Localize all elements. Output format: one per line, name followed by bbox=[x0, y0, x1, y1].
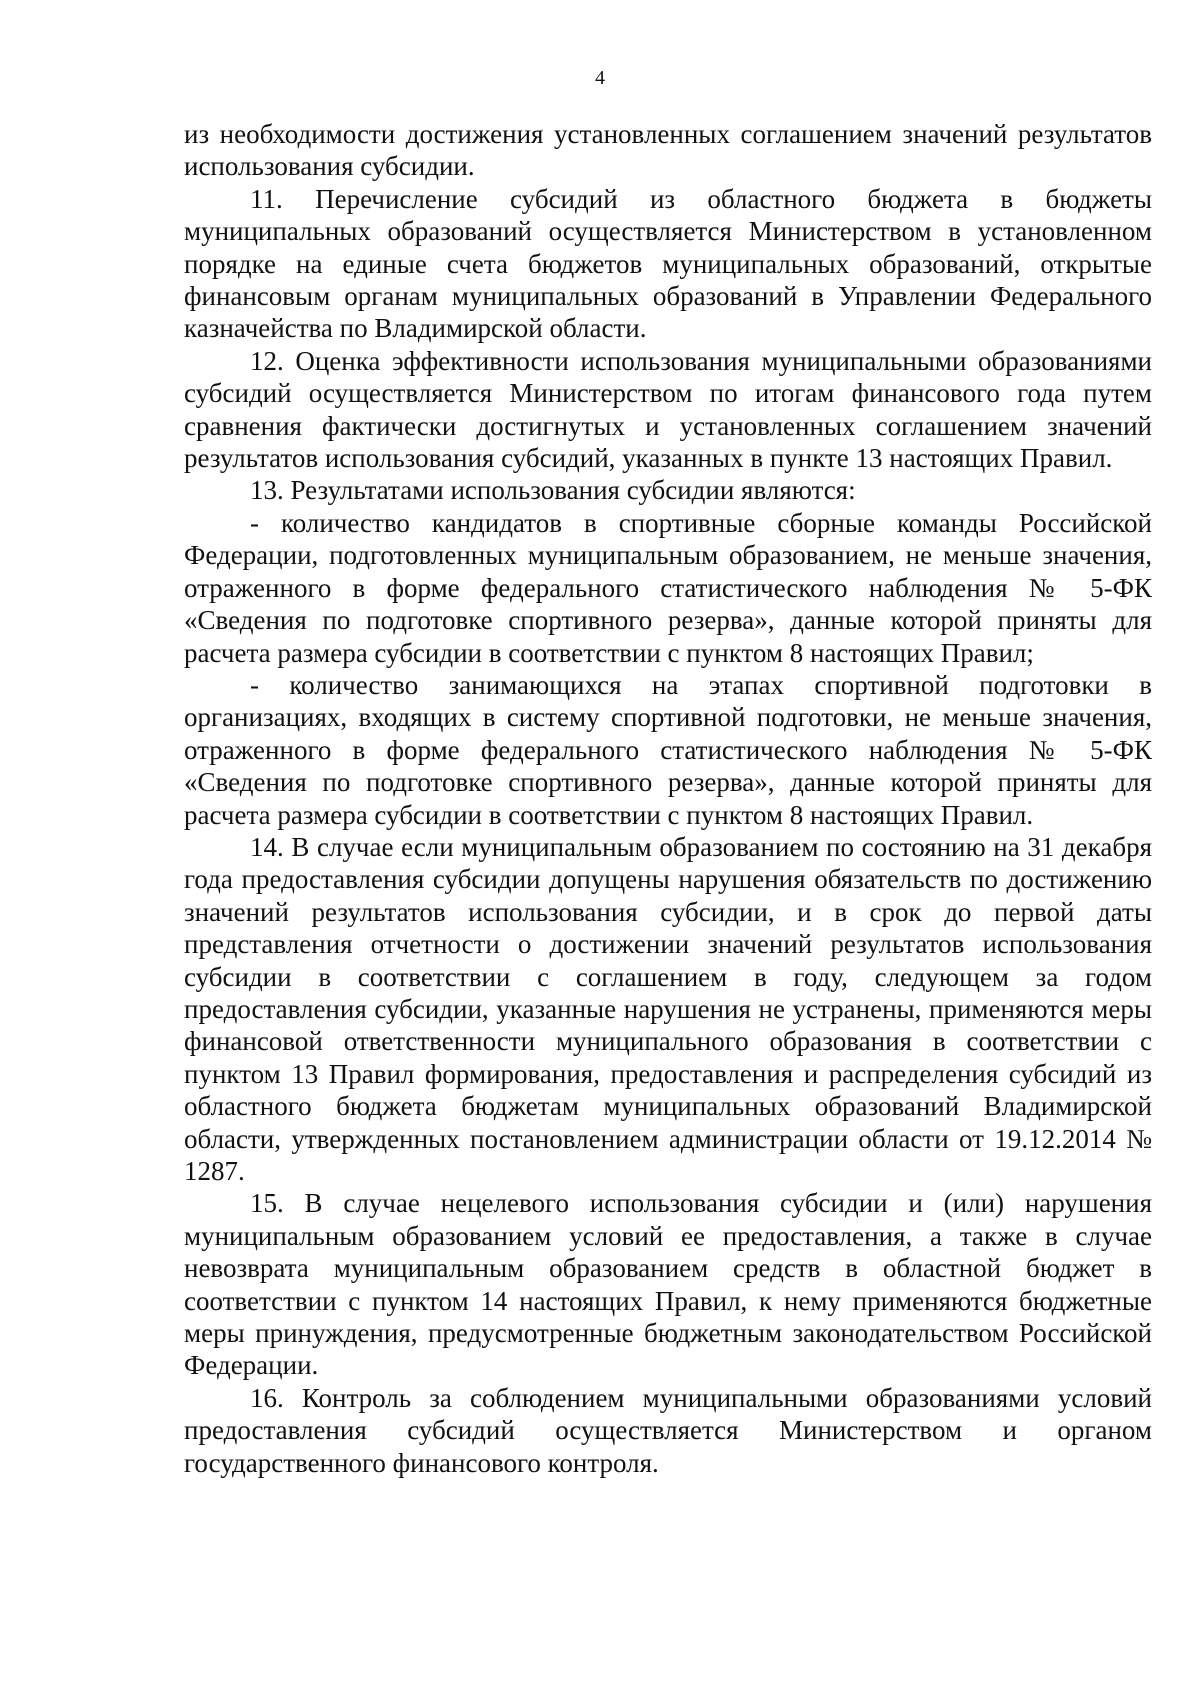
paragraph-11: 11. Перечисление субсидий из областного бюджета в бюджеты муниципальных образований осуществляется Министерством в установленном порядке на единые счета бюджетов муниципальных образований, открытые финансовым органам муниципальных образований в Управлении Федерального казначейства по Владимирской области. bbox=[184, 183, 1152, 344]
paragraph-12: 12. Оценка эффективности использования муниципальными образованиями субсидий осуществляется Министерством по итогам финансового года путем сравнения фактически достигнутых и установленных соглашением значений результатов использования субсидий, указанных в пункте 13 настоящих Правил. bbox=[184, 345, 1152, 474]
paragraph-14: 14. В случае если муниципальным образованием по состоянию на 31 декабря года предоставления субсидии допущены нарушения обязательств по достижению значений результатов использования субсидии, и в срок до первой даты представления отчетности о достижении значений результатов использования субсидии в соответствии с соглашением в году, следующем за годом предоставления субсидии, указанные нарушения не устранены, применяются меры финансовой ответственности муниципального образования в соответствии с пунктом 13 Правил формирования, предоставления и распределения субсидий из областного бюджета бюджетам муниципальных образований Владимирской области, утвержденных постановлением администрации области от 19.12.2014 № 1287. bbox=[184, 831, 1152, 1186]
paragraph-13-item-1: - количество кандидатов в спортивные сборные команды Российской Федерации, подготовленных муниципальным образованием, не меньше значения, отраженного в форме федерального статистического наблюдения № 5-ФК «Сведения по подготовке спортивного резерва», данные которой приняты для расчета размера субсидии в соответствии с пунктом 8 настоящих Правил; bbox=[184, 507, 1152, 668]
page-number: 4 bbox=[595, 67, 605, 89]
document-body bbox=[184, 118, 1152, 1479]
paragraph-continuation: из необходимости достижения установленных соглашением значений результатов использования субсидии. bbox=[184, 119, 1152, 182]
paragraph-13: 13. Результатами использования субсидии являются: bbox=[250, 475, 856, 506]
paragraph-13-item-2: - количество занимающихся на этапах спортивной подготовки в организациях, входящих в систему спортивной подготовки, не меньше значения, отраженного в форме федерального статистического наблюдения № 5-ФК «Сведения по подготовке спортивного резерва», данные которой приняты для расчета размера субсидии в соответствии с пунктом 8 настоящих Правил. bbox=[184, 669, 1152, 830]
paragraph-15: 15. В случае нецелевого использования субсидии и (или) нарушения муниципальным образованием условий ее предоставления, а также в случае невозврата муниципальным образованием средств в областной бюджет в соответствии с пунктом 14 настоящих Правил, к нему применяются бюджетные меры принуждения, предусмотренные бюджетным законодательством Российской Федерации. bbox=[184, 1188, 1152, 1381]
paragraph-16: 16. Контроль за соблюдением муниципальными образованиями условий предоставления субсидий осуществляется Министерством и органом государственного финансового контроля. bbox=[184, 1382, 1152, 1478]
